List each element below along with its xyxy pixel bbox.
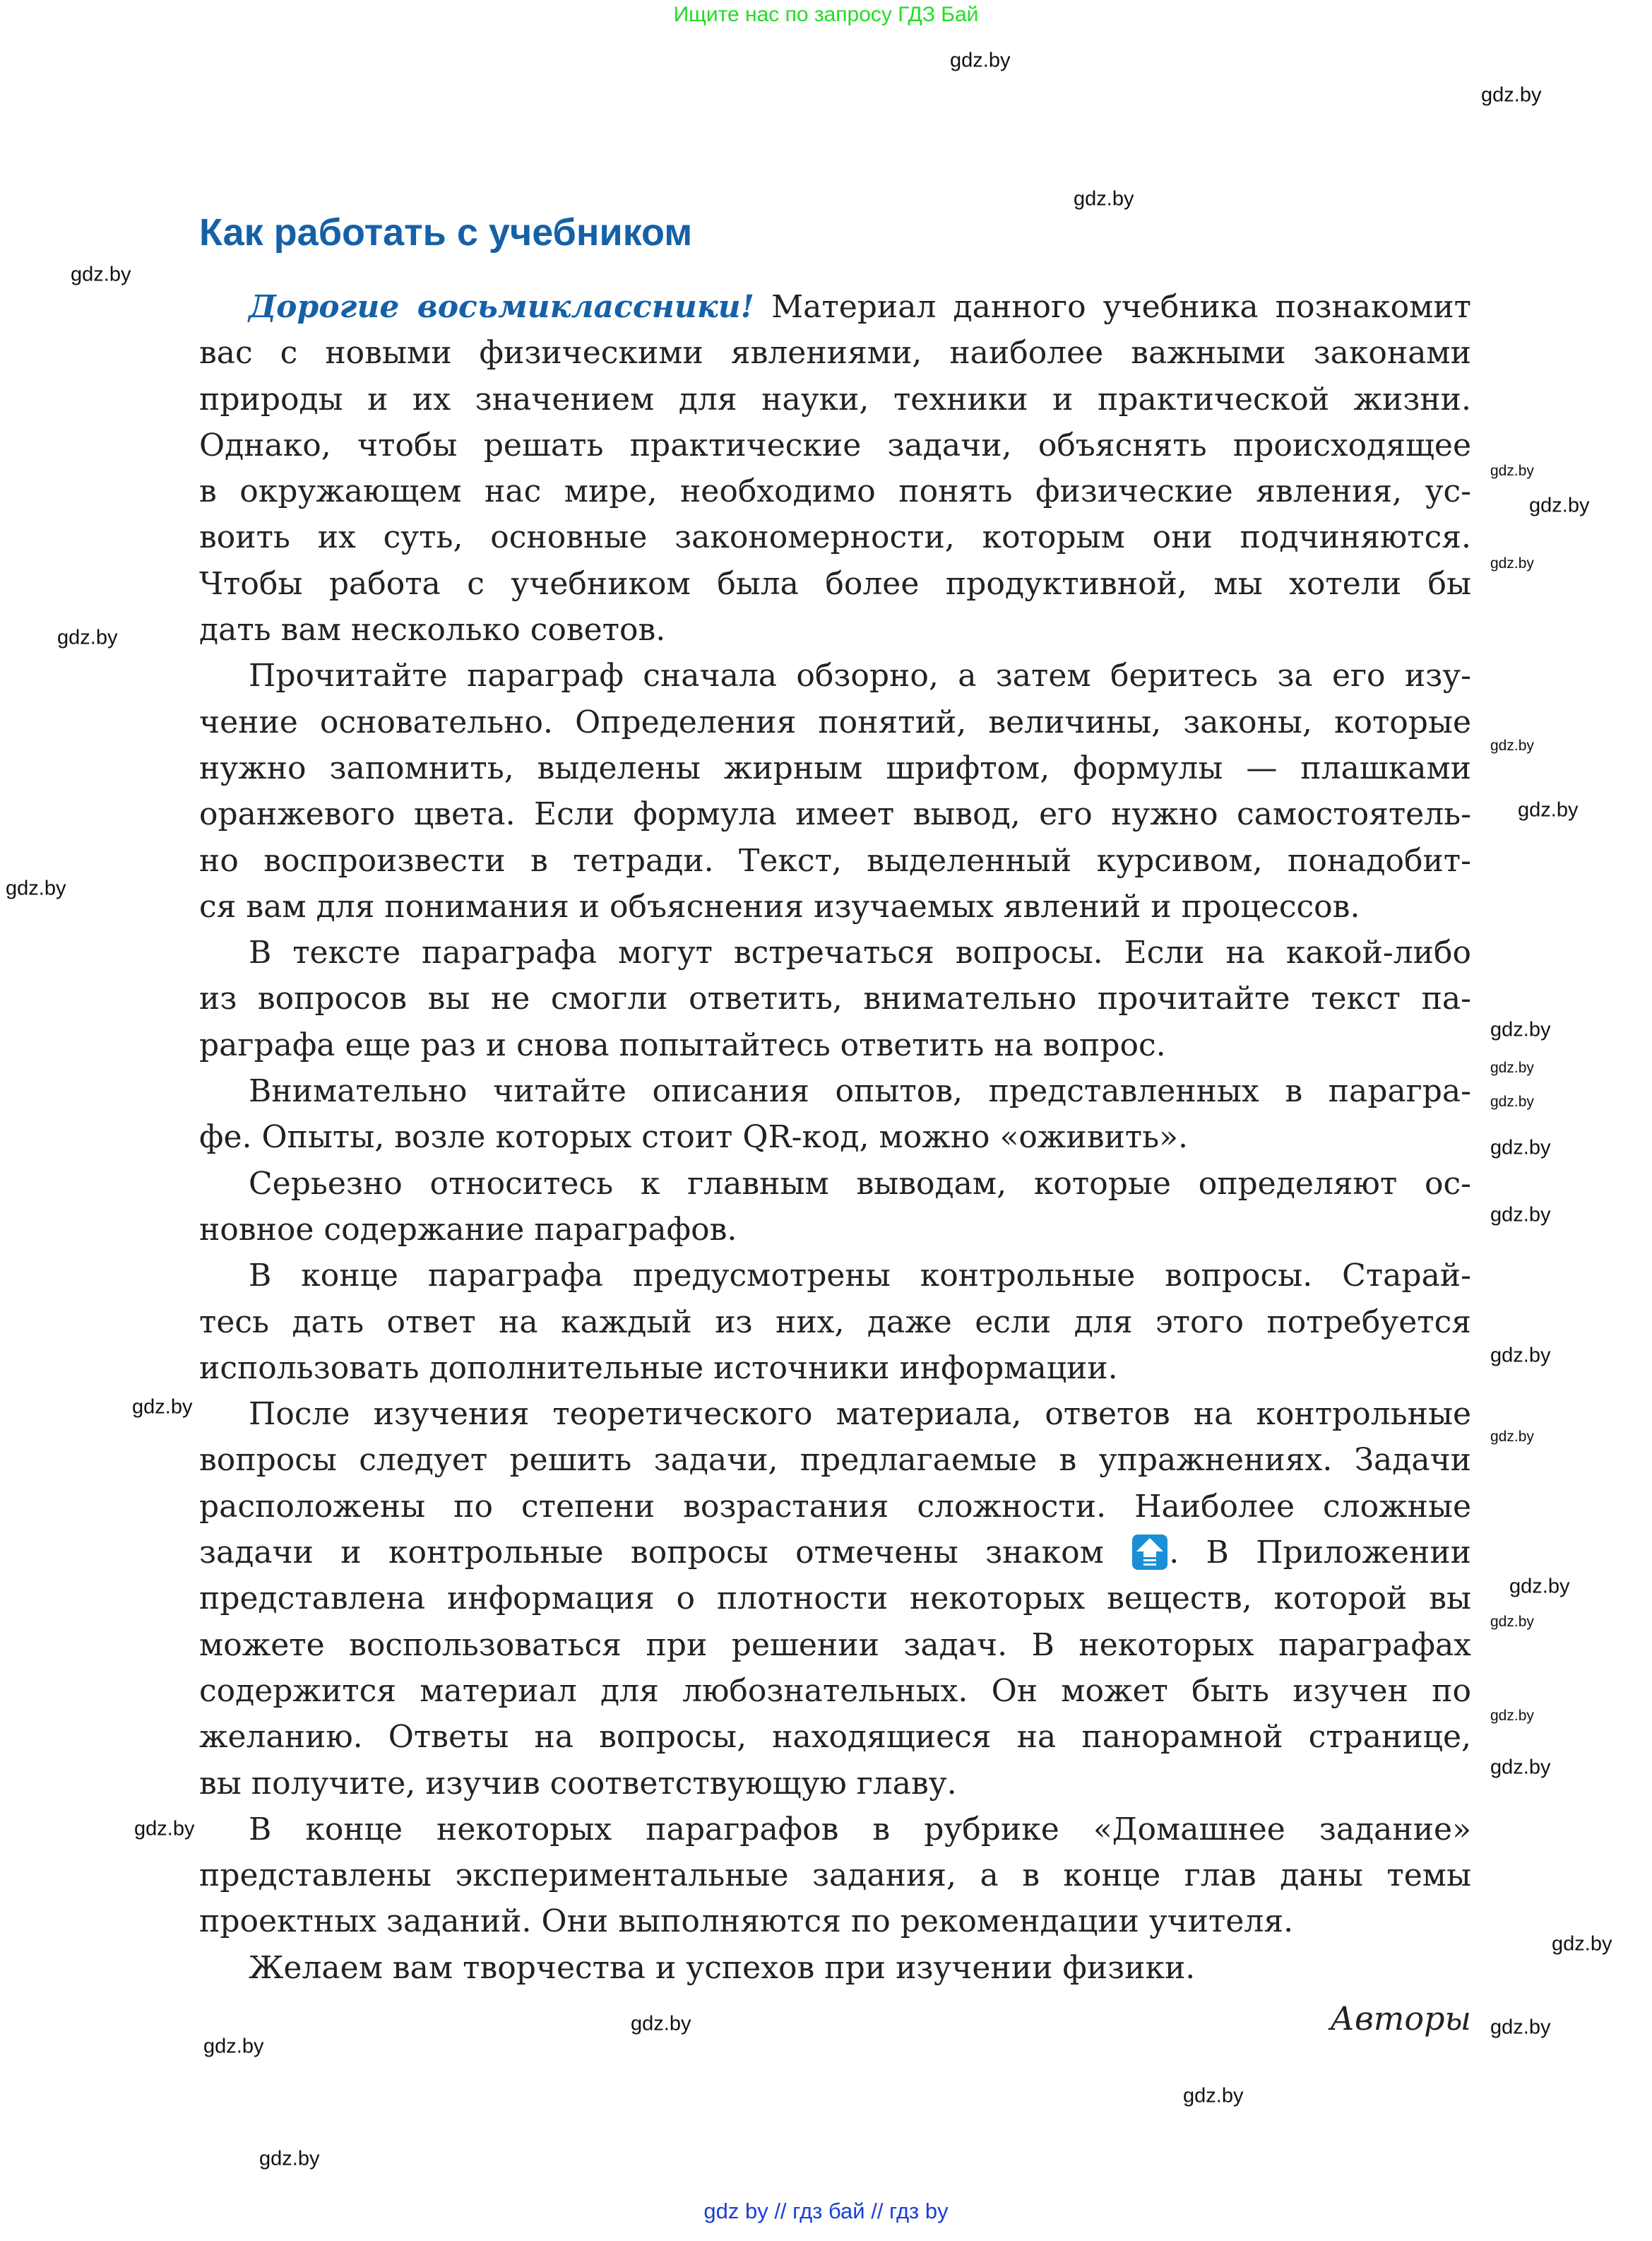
text-line: [199, 745, 1471, 791]
watermark: gdz.by: [132, 1395, 193, 1419]
line-text: фе. Опыты, возле которых стоит QR-код, можно «оживить».: [199, 1119, 1189, 1156]
text-line: [199, 1207, 1471, 1253]
text-line: [199, 1022, 1471, 1068]
watermark: gdz.by: [1481, 83, 1542, 107]
line-text: тесь дать ответ на каждый из них, даже если для этого потребуется: [199, 1303, 1471, 1340]
line-text: дать вам несколько советов.: [199, 612, 666, 649]
line-text: В тексте параграфа могут встречаться вопросы. Если на какой-либо: [249, 935, 1471, 971]
line-text: . В Приложении: [1169, 1535, 1471, 1571]
line-text: Внимательно читайте описания опытов, представленных в парагра-: [249, 1073, 1471, 1110]
text-line: [199, 284, 1471, 330]
text-line: [199, 1898, 1471, 1944]
watermark: gdz.by: [1490, 1429, 1534, 1445]
line-text: Прочитайте параграф сначала обзорно, а затем беритесь за его изу-: [249, 658, 1471, 694]
text-line: [199, 699, 1471, 745]
text-line: [199, 1161, 1471, 1207]
watermark: gdz.by: [1529, 494, 1590, 517]
watermark: gdz.by: [1490, 1094, 1534, 1110]
text-line: [199, 1945, 1471, 1991]
text-line: [199, 1714, 1471, 1760]
line-text: вопросы следует решить задачи, предлагаемые в упражнениях. Задачи: [199, 1442, 1471, 1479]
search-banner: Ищите нас по запросу ГДЗ Бай: [673, 3, 979, 26]
watermark: gdz.by: [1490, 1756, 1551, 1779]
text-line: [199, 884, 1471, 930]
watermark: gdz.by: [1552, 1932, 1612, 1956]
line-text: использовать дополнительные источники информации.: [199, 1349, 1118, 1386]
line-text: желанию. Ответы на вопросы, находящиеся на панорамной странице,: [199, 1719, 1471, 1756]
watermark: gdz.by: [134, 1817, 195, 1840]
watermark: gdz.by: [1490, 2016, 1551, 2039]
text-line: [199, 514, 1471, 560]
watermark: gdz.by: [1490, 1018, 1551, 1041]
text-line: [199, 930, 1471, 976]
text-line: [199, 1114, 1471, 1160]
line-text: Чтобы работа с учебником была более продуктивной, мы хотели бы: [199, 565, 1471, 602]
line-text: Однако, чтобы решать практические задачи, объяснять происходящее: [199, 427, 1471, 463]
watermark: gdz.by: [71, 263, 131, 286]
line-text: чение основательно. Определения понятий, величины, законы, которые: [199, 704, 1471, 740]
line-text: можете воспользоваться при решении задач. В некоторых параграфах: [199, 1626, 1471, 1663]
text-line: [199, 422, 1471, 468]
text-line: [199, 1668, 1471, 1714]
text-line: [199, 1530, 1471, 1575]
watermark: gdz.by: [1074, 187, 1134, 211]
text-line: [199, 976, 1471, 1022]
watermark: gdz.by: [1490, 1203, 1551, 1226]
line-text: новное содержание параграфов.: [199, 1211, 737, 1248]
text-line: [199, 1622, 1471, 1668]
text-line: [199, 1852, 1471, 1898]
text-line: [199, 1437, 1471, 1483]
line-text: вас с новыми физическими явлениями, наиболее важными законами: [199, 335, 1471, 372]
watermark: gdz.by: [950, 49, 1011, 72]
watermark: gdz.by: [259, 2147, 320, 2170]
line-text: содержится материал для любознательных. Он может быть изучен по: [199, 1672, 1471, 1709]
line-text: вы получите, изучив соответствующую главу.: [199, 1765, 957, 1802]
line-text: После изучения теоретического материала, ответов на контрольные: [249, 1396, 1471, 1433]
text-line: [199, 607, 1471, 653]
line-text: Серьезно относитесь к главным выводам, которые определяют ос-: [249, 1165, 1471, 1202]
text-line: [199, 1807, 1471, 1852]
text-line: [199, 330, 1471, 376]
line-text: Желаем вам творчества и успехов при изучении физики.: [249, 1949, 1196, 1986]
text-line: [199, 1345, 1471, 1391]
line-text: задачи и контрольные вопросы отмечены знаком: [199, 1535, 1104, 1571]
line-text: раграфа еще раз и снова попытайтесь ответить на вопрос.: [199, 1027, 1166, 1063]
line-text: ся вам для понимания и объяснения изучаемых явлений и процессов.: [199, 888, 1360, 925]
line-text: В конце параграфа предусмотрены контрольные вопросы. Старай-: [249, 1258, 1471, 1294]
text-line: [199, 1068, 1471, 1114]
watermark: gdz.by: [1490, 1614, 1534, 1630]
watermark: gdz.by: [1490, 1708, 1534, 1724]
watermark: gdz.by: [631, 2012, 691, 2035]
line-text: В конце некоторых параграфов в рубрике «Домашнее задание»: [249, 1811, 1471, 1847]
text-line: [199, 1484, 1471, 1530]
difficult-task-arrow-icon: [1132, 1535, 1167, 1570]
line-text: в окружающем нас мире, необходимо понять физические явления, ус-: [199, 473, 1471, 510]
text-line: [199, 1391, 1471, 1437]
signature: Авторы: [1330, 1999, 1471, 2038]
body-text: [199, 284, 1471, 1991]
text-line: [199, 1575, 1471, 1621]
watermark: gdz.by: [1490, 555, 1534, 572]
line-text: проектных заданий. Они выполняются по рекомендации учителя.: [199, 1903, 1294, 1940]
line-text: воить их суть, основные закономерности, которым они подчиняются.: [199, 519, 1471, 556]
line-text: расположены по степени возрастания сложности. Наиболее сложные: [199, 1488, 1471, 1525]
greeting: Дорогие восьмиклассники!: [249, 289, 754, 325]
text-line: [199, 838, 1471, 884]
line-text: Материал данного учебника познакомит: [771, 289, 1471, 325]
text-line: [199, 1761, 1471, 1807]
watermark: gdz.by: [1490, 1136, 1551, 1159]
text-line: [199, 1299, 1471, 1345]
watermark: gdz.by: [1490, 463, 1534, 479]
watermark: gdz.by: [1490, 738, 1534, 754]
text-line: [199, 1253, 1471, 1299]
watermark: gdz.by: [1490, 1344, 1551, 1367]
watermark: gdz.by: [57, 626, 118, 649]
watermark: gdz.by: [1183, 2084, 1244, 2107]
page-title: Как работать с учебником: [199, 211, 693, 254]
text-line: [199, 791, 1471, 837]
text-line: [199, 468, 1471, 514]
line-text: нужно запомнить, выделены жирным шрифтом, формулы — плашками: [199, 750, 1471, 786]
line-text: представлена информация о плотности некоторых веществ, которой вы: [199, 1580, 1471, 1617]
line-text: представлены экспериментальные задания, а в конце глав даны темы: [199, 1857, 1471, 1894]
footer-watermark: gdz by // гдз бай // гдз by: [703, 2199, 949, 2223]
line-text: природы и их значением для науки, техники и практической жизни.: [199, 381, 1471, 418]
text-line: [199, 653, 1471, 699]
text-line: [199, 377, 1471, 422]
line-text: из вопросов вы не смогли ответить, внимательно прочитайте текст па-: [199, 981, 1471, 1017]
watermark: gdz.by: [1509, 1575, 1570, 1598]
watermark: gdz.by: [6, 877, 66, 900]
line-text: оранжевого цвета. Если формула имеет вывод, его нужно самостоятель-: [199, 796, 1471, 833]
watermark: gdz.by: [1518, 798, 1579, 822]
watermark: gdz.by: [203, 2035, 264, 2058]
watermark: gdz.by: [1490, 1060, 1534, 1076]
text-line: [199, 561, 1471, 607]
line-text: но воспроизвести в тетради. Текст, выделенный курсивом, понадобит-: [199, 842, 1471, 879]
